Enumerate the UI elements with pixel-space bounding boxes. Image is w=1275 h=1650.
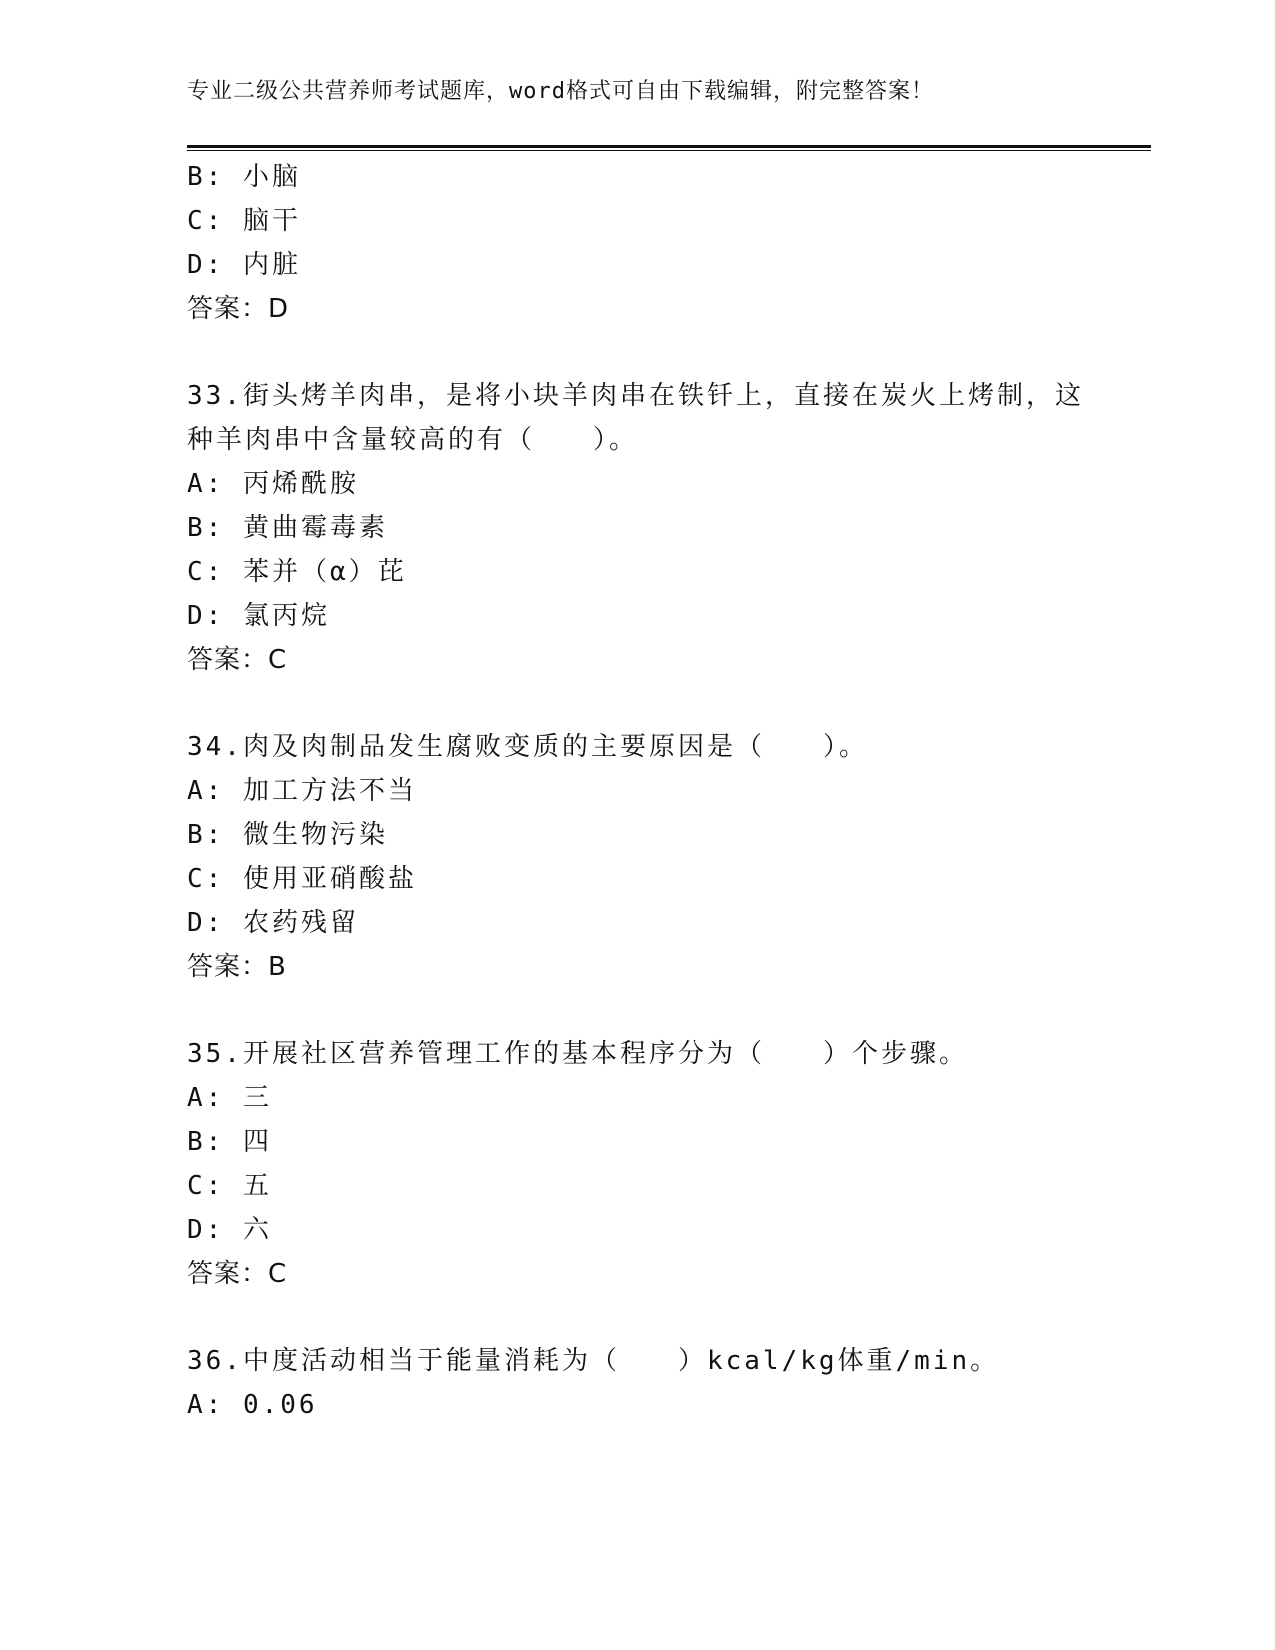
option-b: B: 微生物污染 (187, 820, 388, 850)
answer-line: 答案：C (187, 1259, 288, 1289)
header-rule (187, 145, 1151, 148)
question-stem: 35.开展社区营养管理工作的基本程序分为（ ）个步骤。 (187, 1039, 968, 1069)
option-b: B: 四 (187, 1127, 272, 1157)
option-a: A: 加工方法不当 (187, 776, 417, 806)
option-c: C: 脑干 (187, 206, 301, 236)
question-stem-continued: 种羊肉串中含量较高的有（ ）。 (187, 425, 639, 455)
option-a: A: 三 (187, 1083, 272, 1113)
option-d: D: 六 (187, 1215, 272, 1245)
answer-line: 答案：C (187, 645, 288, 675)
option-c: C: 使用亚硝酸盐 (187, 864, 417, 894)
header-rule-thin (187, 150, 1151, 151)
option-c: C: 苯并（α）芘 (187, 557, 407, 587)
option-d: D: 氯丙烷 (187, 601, 330, 631)
option-d: D: 农药残留 (187, 908, 359, 938)
answer-line: 答案：B (187, 952, 287, 982)
option-b: B: 小脑 (187, 162, 301, 192)
question-stem: 34.肉及肉制品发生腐败变质的主要原因是（ ）。 (187, 732, 868, 762)
page-header: 专业二级公共营养师考试题库，word格式可自由下载编辑，附完整答案！ (187, 79, 934, 104)
option-c: C: 五 (187, 1171, 272, 1201)
question-stem: 33.街头烤羊肉串，是将小块羊肉串在铁钎上，直接在炭火上烤制，这 (187, 381, 1084, 411)
option-b: B: 黄曲霉毒素 (187, 513, 388, 543)
option-a: A: 0.06 (187, 1390, 318, 1420)
question-stem: 36.中度活动相当于能量消耗为（ ）kcal/kg体重/min。 (187, 1346, 1000, 1376)
option-a: A: 丙烯酰胺 (187, 469, 359, 499)
answer-line: 答案：D (187, 294, 290, 324)
option-d: D: 内脏 (187, 250, 301, 280)
